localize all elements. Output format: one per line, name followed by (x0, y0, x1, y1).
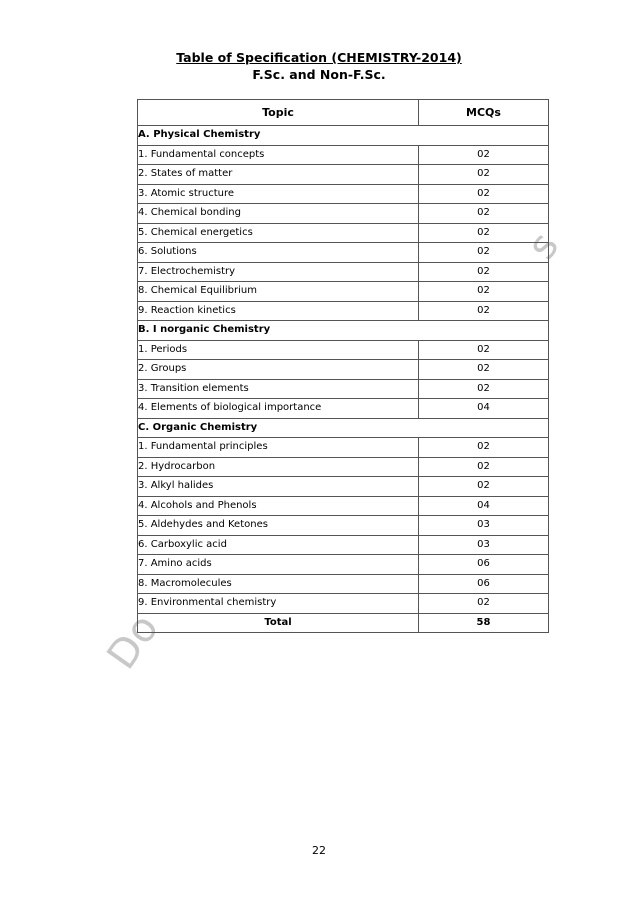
document-subtitle: F.Sc. and Non-F.Sc. (252, 67, 386, 82)
mcqs-cell: 02 (419, 379, 549, 399)
section-row (138, 126, 549, 146)
mcqs-cell: 02 (419, 301, 549, 321)
topic-cell: 3. Atomic structure (138, 184, 419, 204)
topic-cell: 3. Alkyl halides (138, 477, 419, 497)
section-row (138, 418, 549, 438)
mcqs-cell: 03 (419, 516, 549, 536)
section-heading: B. I norganic Chemistry (138, 321, 549, 341)
mcqs-cell: 02 (419, 438, 549, 458)
table-row (138, 457, 549, 477)
table-row (138, 379, 549, 399)
mcqs-cell: 02 (419, 165, 549, 185)
topic-cell: 1. Fundamental principles (138, 438, 419, 458)
topic-cell: 5. Aldehydes and Ketones (138, 516, 419, 536)
header-mcqs: MCQs (419, 100, 549, 126)
watermark-text-right: s (518, 224, 569, 268)
table-row (138, 340, 549, 360)
table-row (138, 438, 549, 458)
topic-cell: 2. States of matter (138, 165, 419, 185)
mcqs-cell: 02 (419, 360, 549, 380)
table-row (138, 165, 549, 185)
mcqs-cell: 02 (419, 204, 549, 224)
table-row (138, 477, 549, 497)
table-row (138, 223, 549, 243)
total-row (138, 613, 549, 633)
mcqs-cell: 02 (419, 184, 549, 204)
table-row (138, 496, 549, 516)
topic-cell: 1. Periods (138, 340, 419, 360)
specification-table (137, 99, 549, 633)
table-row (138, 594, 549, 614)
topic-cell: 3. Transition elements (138, 379, 419, 399)
table-row (138, 243, 549, 263)
topic-cell: 6. Solutions (138, 243, 419, 263)
mcqs-cell: 06 (419, 555, 549, 575)
topic-cell: 4. Chemical bonding (138, 204, 419, 224)
table-row (138, 262, 549, 282)
mcqs-cell: 02 (419, 340, 549, 360)
topic-cell: 7. Electrochemistry (138, 262, 419, 282)
table-row (138, 360, 549, 380)
watermark-text-left: Do (98, 606, 168, 678)
topic-cell: 9. Reaction kinetics (138, 301, 419, 321)
table-row (138, 399, 549, 419)
mcqs-cell: 06 (419, 574, 549, 594)
table-row (138, 184, 549, 204)
total-label: Total (138, 613, 419, 633)
table-row (138, 301, 549, 321)
mcqs-cell: 02 (419, 477, 549, 497)
page-number: 22 (312, 844, 326, 857)
topic-cell: 9. Environmental chemistry (138, 594, 419, 614)
table-header-row (138, 100, 549, 126)
header-topic: Topic (138, 100, 419, 126)
topic-cell: 4. Elements of biological importance (138, 399, 419, 419)
topic-cell: 1. Fundamental concepts (138, 145, 419, 165)
mcqs-cell: 03 (419, 535, 549, 555)
table-row (138, 535, 549, 555)
topic-cell: 6. Carboxylic acid (138, 535, 419, 555)
mcqs-cell: 04 (419, 399, 549, 419)
topic-cell: 7. Amino acids (138, 555, 419, 575)
topic-cell: 8. Macromolecules (138, 574, 419, 594)
total-value: 58 (419, 613, 549, 633)
topic-cell: 2. Groups (138, 360, 419, 380)
mcqs-cell: 02 (419, 262, 549, 282)
mcqs-cell: 02 (419, 243, 549, 263)
table-row (138, 574, 549, 594)
topic-cell: 4. Alcohols and Phenols (138, 496, 419, 516)
table-row (138, 516, 549, 536)
document-title: Table of Specification (CHEMISTRY-2014) (176, 50, 462, 65)
mcqs-cell: 02 (419, 145, 549, 165)
table-row (138, 145, 549, 165)
table-body (138, 126, 549, 633)
table-row (138, 282, 549, 302)
topic-cell: 5. Chemical energetics (138, 223, 419, 243)
mcqs-cell: 02 (419, 594, 549, 614)
table-row (138, 555, 549, 575)
table-row (138, 204, 549, 224)
section-row (138, 321, 549, 341)
mcqs-cell: 04 (419, 496, 549, 516)
mcqs-cell: 02 (419, 457, 549, 477)
topic-cell: 8. Chemical Equilibrium (138, 282, 419, 302)
section-heading: A. Physical Chemistry (138, 126, 549, 146)
topic-cell: 2. Hydrocarbon (138, 457, 419, 477)
section-heading: C. Organic Chemistry (138, 418, 549, 438)
mcqs-cell: 02 (419, 223, 549, 243)
mcqs-cell: 02 (419, 282, 549, 302)
